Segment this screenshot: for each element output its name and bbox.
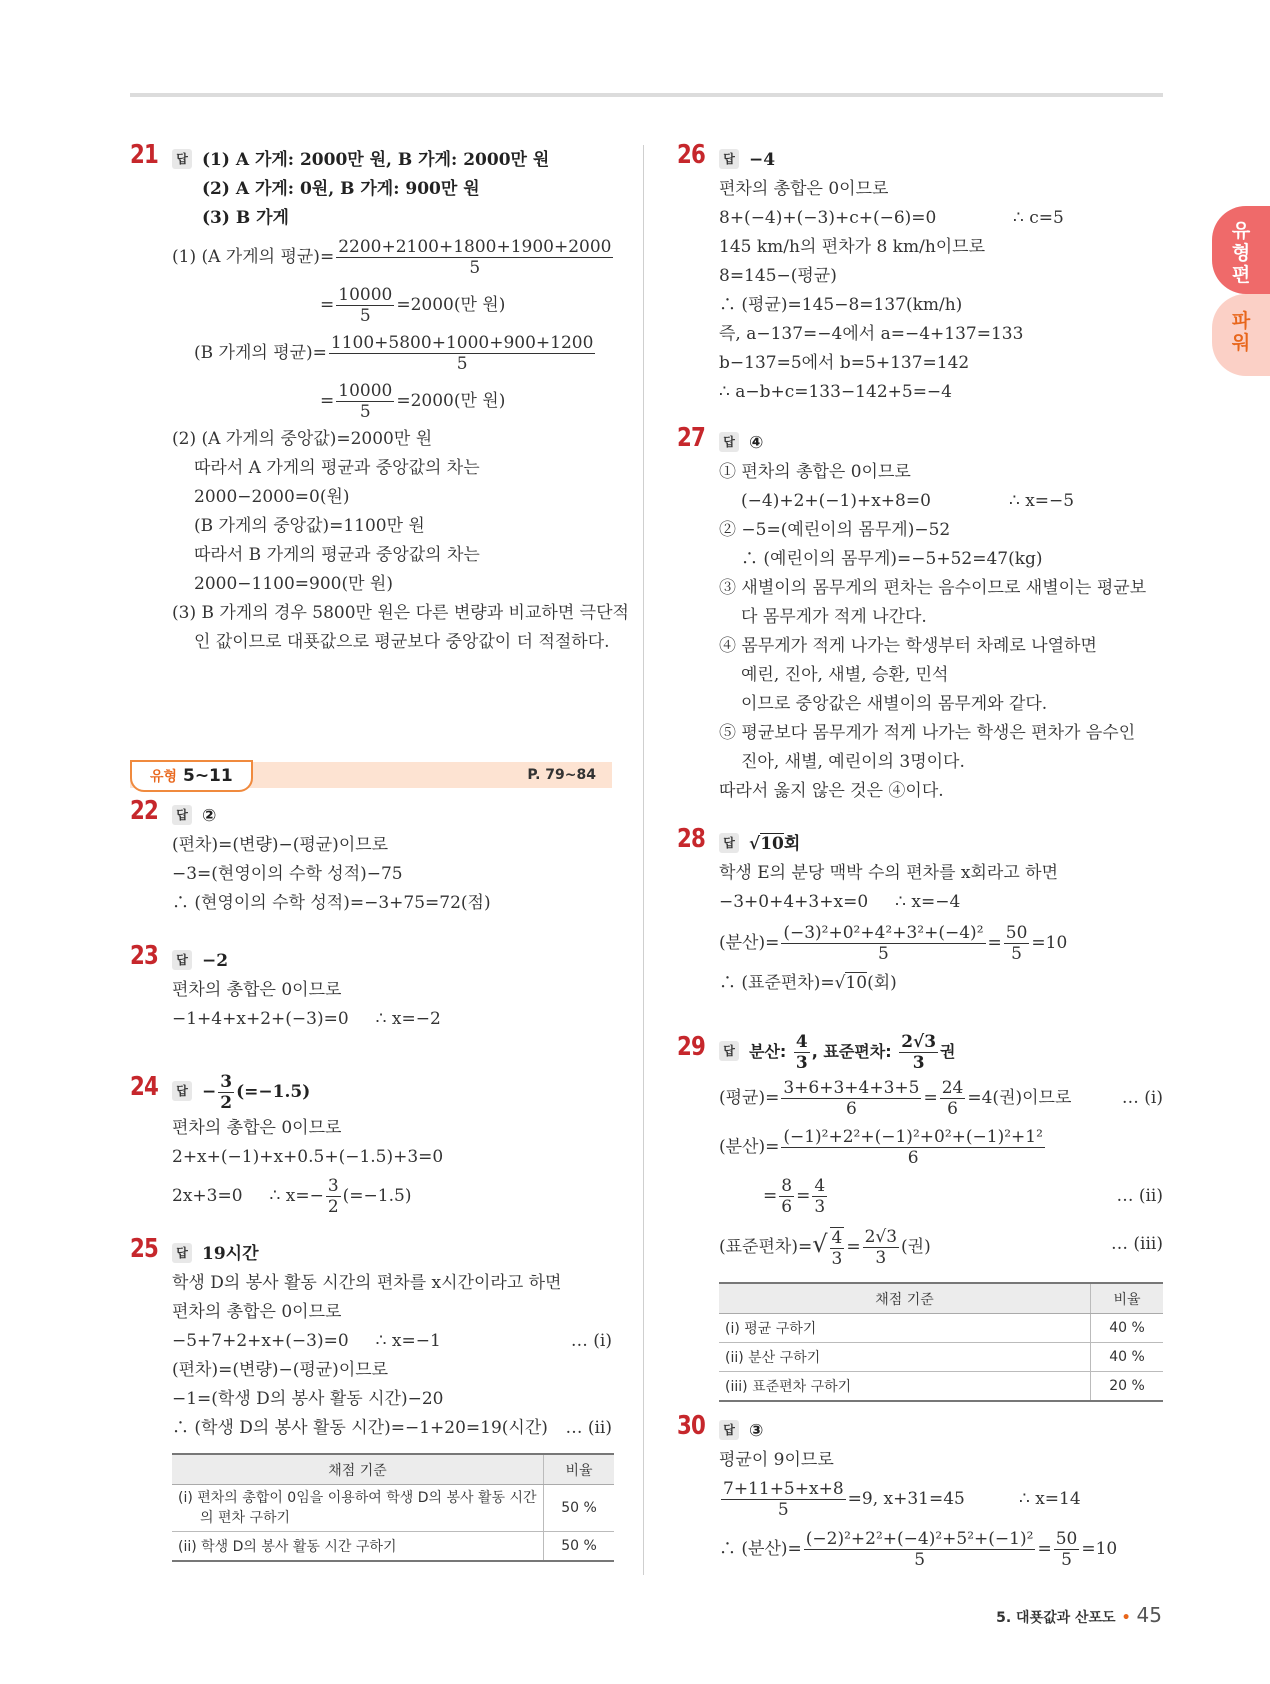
- page-number: 45: [1136, 1603, 1162, 1627]
- step-marker: … (ii): [565, 1418, 612, 1438]
- answer-line: (2) A 가게: 0원, B 가게: 900만 원: [202, 179, 480, 199]
- chapter-title: 5. 대푯값과 산포도: [996, 1610, 1116, 1626]
- text-line: 2000−1100=900(만 원): [194, 574, 393, 594]
- text-line: −3=(현영이의 수학 성적)−75: [172, 864, 403, 884]
- fraction: $\frac{24}{6}$: [941, 1078, 964, 1119]
- text-line: 8=145−(평균): [719, 266, 837, 286]
- answer-tag: 답: [719, 1041, 739, 1061]
- answer-tag: 답: [719, 432, 739, 452]
- problem-number: 23: [130, 941, 159, 971]
- fraction: $\frac{2200+2100+1800+1900+2000}{5}$: [338, 237, 612, 278]
- fraction: $\frac{\text{(−2)²+2²+(−4)²+5²+(−1)²}}{5}$: [805, 1529, 1034, 1570]
- answer-tag: 답: [172, 149, 192, 169]
- fraction: $\frac{8}{6}$: [781, 1176, 793, 1217]
- table-header: 비율: [544, 1454, 615, 1485]
- text-line: ∴ (예린이의 몸무게)=−5+52=47(kg): [741, 549, 1043, 569]
- text-line: 다 몸무게가 적게 나간다.: [741, 607, 927, 627]
- table-header: 채점 기준: [172, 1454, 544, 1485]
- fraction: $\frac{10000}{5}$: [338, 285, 393, 326]
- text-line: 편차의 총합은 0이므로: [172, 1118, 342, 1138]
- answer-value: ④: [749, 433, 764, 453]
- text-line: 145 km/h의 편차가 8 km/h이므로: [719, 237, 986, 257]
- table-header: 채점 기준: [719, 1283, 1091, 1314]
- text-line: ⑤ 평균보다 몸무게가 적게 나가는 학생은 편차가 음수인: [719, 723, 1136, 743]
- answer-value: −4: [749, 150, 776, 170]
- table-row: (i) 편차의 총합이 0임을 이용하여 학생 D의 봉사 활동 시간 의 편차 구하기 50 %: [172, 1485, 614, 1532]
- fraction: $\frac{50}{5}$: [1005, 923, 1028, 964]
- table-row: (ii) 학생 D의 봉사 활동 시간 구하기 50 %: [172, 1532, 614, 1562]
- table-row: (i) 평균 구하기 40 %: [719, 1314, 1163, 1343]
- problem-number: 24: [130, 1072, 159, 1102]
- column-divider: [643, 145, 644, 1575]
- answer-value: ②: [202, 806, 217, 826]
- answer-value: 19시간: [202, 1244, 259, 1264]
- page-reference: P. 79~84: [527, 767, 596, 783]
- fraction: $\frac{1100+5800+1000+900+1200}{5}$: [330, 333, 594, 374]
- fraction: $\frac{4}{3}$: [814, 1176, 826, 1217]
- text-line: 학생 E의 분당 맥박 수의 편차를 x회라고 하면: [719, 863, 1058, 883]
- text-line: 편차의 총합은 0이므로: [172, 980, 342, 1000]
- text-line: 편차의 총합은 0이므로: [172, 1302, 342, 1322]
- problem-number: 21: [130, 140, 159, 170]
- side-tab-power[interactable]: 파 워: [1212, 294, 1270, 376]
- text-line: b−137=5에서 b=5+137=142: [719, 353, 970, 373]
- text-line: 예린, 진아, 새별, 승환, 민석: [741, 665, 949, 685]
- section-tag: 유형 5~11: [130, 760, 253, 792]
- text-line: 따라서 B 가게의 평균과 중앙값의 차는: [194, 545, 480, 565]
- answer-tag: 답: [719, 833, 739, 853]
- table-row: (ii) 분산 구하기 40 %: [719, 1343, 1163, 1372]
- text-line: ∴ a−b+c=133−142+5=−4: [719, 382, 952, 402]
- step-marker: … (i): [1121, 1088, 1163, 1108]
- text-line: 진아, 새별, 예린이의 3명이다.: [741, 752, 965, 772]
- text-line: 2+x+(−1)+x+0.5+(−1.5)+3=0: [172, 1147, 444, 1167]
- fraction: $\frac{4}{3}$: [795, 1032, 808, 1073]
- answer-line: (3) B 가게: [202, 208, 289, 228]
- answer-tag: 답: [172, 1081, 192, 1101]
- answer-value: −2: [202, 951, 229, 971]
- step-marker: … (iii): [1111, 1234, 1163, 1254]
- top-rule: [130, 93, 1163, 97]
- text-line: 인 값이므로 대푯값으로 평균보다 중앙값이 더 적절하다.: [194, 632, 610, 652]
- answer-tag: 답: [172, 950, 192, 970]
- text-line: 즉, a−137=−4에서 a=−4+137=133: [719, 324, 1024, 344]
- fraction: $\frac{2√3}{3}$: [901, 1032, 937, 1073]
- answer-tag: 답: [172, 1243, 192, 1263]
- table-row: (iii) 표준편차 구하기 20 %: [719, 1372, 1163, 1402]
- fraction: $\frac{3}{2}$: [327, 1176, 339, 1217]
- page-footer: 5. 대푯값과 산포도 • 45: [996, 1603, 1162, 1627]
- step-marker: … (ii): [1116, 1186, 1163, 1206]
- problem-number: 30: [677, 1411, 706, 1441]
- problem-number: 25: [130, 1234, 159, 1264]
- fraction: $\frac{4}{3}$: [831, 1227, 843, 1269]
- text-line: ∴ (현영이의 수학 성적)=−3+75=72(점): [172, 893, 491, 913]
- answer-tag: 답: [719, 1420, 739, 1440]
- fraction: $\frac{3+6+3+4+3+5}{6}$: [783, 1078, 920, 1119]
- expr-prefix: (1) (A 가게의 평균)=: [172, 247, 335, 267]
- text-line: 2000−2000=0(원): [194, 487, 350, 507]
- problem-number: 29: [677, 1032, 706, 1062]
- fraction: $\frac{2√3}{3}$: [864, 1227, 898, 1268]
- text-line: −3+0+4+3+x=0 ∴ x=−4: [719, 892, 961, 912]
- fraction: $\frac{50}{5}$: [1055, 1529, 1078, 1570]
- fraction: $\frac{10000}{5}$: [338, 381, 393, 422]
- text-line: ∴ (평균)=145−8=137(km/h): [719, 295, 963, 315]
- section-banner: [130, 762, 612, 788]
- text-line: (2) (A 가게의 중앙값)=2000만 원: [172, 429, 433, 449]
- problem-number: 28: [677, 824, 706, 854]
- answer-tag: 답: [172, 805, 192, 825]
- text-line: −1=(학생 D의 봉사 활동 시간)−20: [172, 1389, 444, 1409]
- text-line: (B 가게의 중앙값)=1100만 원: [194, 516, 425, 536]
- text-line: ② −5=(예린이의 몸무게)−52: [719, 520, 951, 540]
- side-tab-yuhyeong[interactable]: 유 형 편: [1212, 206, 1270, 294]
- text-line: 학생 D의 봉사 활동 시간의 편차를 x시간이라고 하면: [172, 1273, 562, 1293]
- answer-line: (1) A 가게: 2000만 원, B 가게: 2000만 원: [202, 150, 550, 170]
- grading-table: [719, 1282, 1163, 1402]
- text-line: 이므로 중앙값은 새별이의 몸무게와 같다.: [741, 694, 1048, 714]
- fraction: $\frac{3}{2}$: [220, 1072, 233, 1113]
- problem-number: 22: [130, 796, 159, 826]
- text-line: ③ 새별이의 몸무게의 편차는 음수이므로 새별이는 평균보: [719, 578, 1147, 598]
- problem-number: 27: [677, 423, 706, 453]
- text-line: (3) B 가게의 경우 5800만 원은 다른 변량과 비교하면 극단적: [172, 603, 629, 623]
- fraction: $\frac{\text{(−3)²+0²+4²+3²+(−4)²}}{5}$: [783, 923, 984, 964]
- grading-table: [172, 1453, 614, 1562]
- step-marker: … (i): [570, 1331, 612, 1351]
- fraction: $\frac{7+11+5+x+8}{5}$: [723, 1479, 844, 1520]
- text-line: (편차)=(변량)−(평균)이므로: [172, 1360, 389, 1380]
- text-line: −1+4+x+2+(−3)=0 ∴ x=−2: [172, 1009, 441, 1029]
- text-line: 따라서 A 가게의 평균과 중앙값의 차는: [194, 458, 480, 478]
- text-line: (편차)=(변량)−(평균)이므로: [172, 835, 389, 855]
- text-line: 따라서 옳지 않은 것은 ④이다.: [719, 781, 944, 801]
- answer-value: ③: [749, 1421, 764, 1441]
- text-line: ① 편차의 총합은 0이므로: [719, 462, 911, 482]
- table-header: 비율: [1091, 1283, 1164, 1314]
- text-line: 편차의 총합은 0이므로: [719, 179, 889, 199]
- text-line: ④ 몸무게가 적게 나가는 학생부터 차례로 나열하면: [719, 636, 1097, 656]
- fraction: $\frac{\text{(−1)²+2²+(−1)²+0²+(−1)²+1²}}{6}$: [783, 1127, 1043, 1168]
- side-tab-label: 유: [1231, 220, 1251, 242]
- text-line: 평균이 9이므로: [719, 1450, 834, 1470]
- answer-tag: 답: [719, 149, 739, 169]
- problem-number: 26: [677, 140, 706, 170]
